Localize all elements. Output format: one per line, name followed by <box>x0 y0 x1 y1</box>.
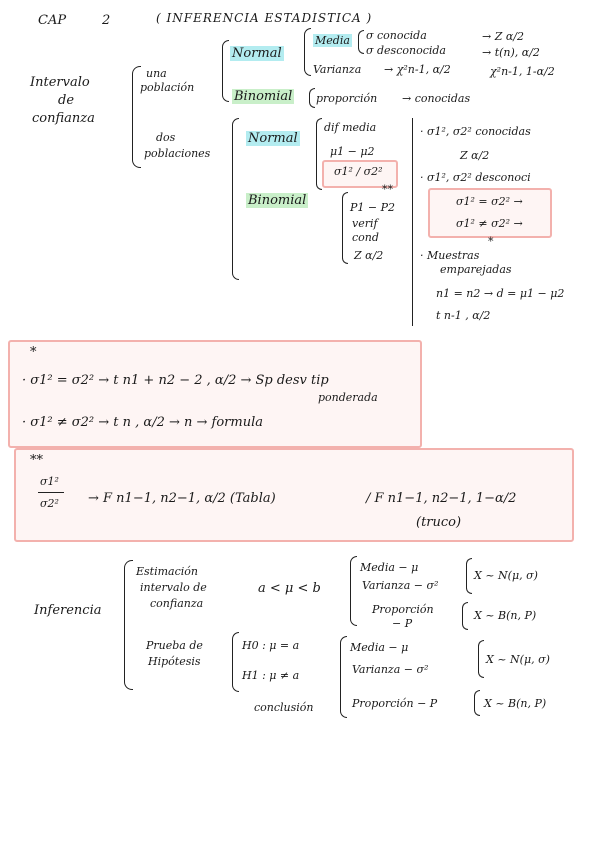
una-label-1: una <box>146 67 167 80</box>
intervalo-label-1: Intervalo <box>30 75 90 90</box>
binomial2-brace <box>342 192 348 264</box>
conocidas-z: Z α/2 <box>460 149 490 162</box>
normal-brace <box>304 28 311 76</box>
note2-line-2: / F n1−1, n2−1, 1−α/2 <box>366 491 517 506</box>
varianza-label: Varianza <box>313 63 362 76</box>
intervalo-label-2: de <box>58 93 75 108</box>
intervalo-label-3: confianza <box>32 111 95 126</box>
estim-dist-normal: X ~ N(μ, σ) <box>474 569 538 582</box>
note1-line-2: · σ1² ≠ σ2² → t n , α/2 → n → formula <box>22 415 263 430</box>
dos-brace <box>232 118 239 280</box>
prueba-proporcion: Proporción − P <box>352 697 438 710</box>
inferencia-label: Inferencia <box>34 603 102 618</box>
prueba-label-1: Prueba de <box>146 639 203 652</box>
prueba-dist-normal: X ~ N(μ, σ) <box>486 653 550 666</box>
normal-label: Normal <box>232 46 282 61</box>
hypothesis-brace <box>232 632 239 692</box>
prueba-label-2: Hipótesis <box>148 655 201 668</box>
estim-dist2-brace <box>462 602 468 630</box>
una-brace <box>222 40 229 102</box>
media-brace <box>358 30 364 54</box>
equal-variance-case: σ1² = σ2² → <box>456 195 523 208</box>
sigma-conocida-result: → Z α/2 <box>482 30 524 43</box>
muestras-label-1: · Muestras <box>420 249 480 262</box>
note2-frac-top: σ1² <box>40 475 59 488</box>
varianza-result-2: χ²n-1, 1-α/2 <box>490 65 555 78</box>
mu-diff-label: μ1 − μ2 <box>330 145 375 158</box>
note2-line-1: → F n1−1, n2−1, α/2 (Tabla) <box>88 491 276 506</box>
prueba-dist2-brace <box>474 690 480 716</box>
estim-interval: a < μ < b <box>258 581 321 596</box>
inferencia-brace <box>124 560 133 690</box>
note2-frac-bot: σ2² <box>40 497 59 510</box>
estim-label-2: intervalo de <box>140 581 207 594</box>
unequal-variance-case: σ1² ≠ σ2² → <box>456 217 523 230</box>
varianza-result-1: → χ²n-1, α/2 <box>384 63 451 76</box>
proporcion-result: → conocidas <box>402 92 471 105</box>
binomial-label: Binomial <box>234 89 293 104</box>
paired-t: t n-1 , α/2 <box>436 309 491 322</box>
estim-brace <box>350 556 357 626</box>
prueba-dist-brace <box>478 640 484 678</box>
p-diff-label: P1 − P2 <box>350 201 396 214</box>
dos-label-1: dos <box>156 131 176 144</box>
dos-label-2: poblaciones <box>144 147 211 160</box>
dif-media-label: dif media <box>324 121 377 134</box>
sigma-desconocida-result: → t(n), α/2 <box>482 46 540 59</box>
normal2-label: Normal <box>248 131 298 146</box>
chapter-label: CAP <box>38 13 67 28</box>
note2-stars: ** <box>30 453 43 468</box>
desconocidas-case: · σ1², σ2² desconoci <box>420 171 531 184</box>
conocidas-case: · σ1², σ2² conocidas <box>420 125 531 138</box>
estim-dist-binom: X ~ B(n, P) <box>474 609 537 622</box>
estim-media: Media − μ <box>360 561 419 574</box>
h0-label: H0 : μ = a <box>242 639 300 652</box>
prueba-brace <box>340 636 347 718</box>
verif-label-1: verif <box>352 217 378 230</box>
una-label-2: población <box>140 81 195 94</box>
chapter-number: 2 <box>102 13 111 28</box>
sigma-desconocida: σ desconocida <box>366 44 446 57</box>
estim-varianza: Varianza − σ² <box>362 579 439 592</box>
sigma-ratio-label: σ1² / σ2² <box>334 165 383 178</box>
media-label: Media <box>315 34 350 47</box>
chapter-title: ( INFERENCIA ESTADISTICA ) <box>156 11 373 25</box>
binomial2-z: Z α/2 <box>354 249 384 262</box>
note1-line-1: · σ1² = σ2² → t n1 + n2 − 2 , α/2 → Sp desv tip <box>22 373 329 388</box>
prueba-media: Media − μ <box>350 641 409 654</box>
note2-truco: (truco) <box>416 515 462 530</box>
estim-proporcion-1: Proporción <box>372 603 434 616</box>
estim-dist-brace <box>466 558 472 594</box>
note1-star: * <box>30 345 37 360</box>
estim-label-1: Estimación <box>136 565 198 578</box>
binomial-brace <box>309 88 315 108</box>
estim-label-3: confianza <box>150 597 204 610</box>
star-mark: * <box>488 235 494 248</box>
muestras-label-2: emparejadas <box>440 263 512 276</box>
prueba-dist-binom: X ~ B(n, P) <box>484 697 547 710</box>
conclusion-label: conclusión <box>254 701 314 714</box>
prueba-varianza: Varianza − σ² <box>352 663 429 676</box>
verif-label-2: cond <box>352 231 379 244</box>
sigma-conocida: σ conocida <box>366 29 427 42</box>
binomial2-label: Binomial <box>248 193 307 208</box>
estim-proporcion-2: − P <box>392 617 413 630</box>
h1-label: H1 : μ ≠ a <box>242 669 300 682</box>
cases-line <box>412 118 413 326</box>
note1-line-1b: ponderada <box>318 391 378 404</box>
note2-frac-line <box>38 492 64 493</box>
paired-difference: n1 = n2 → d = μ1 − μ2 <box>436 287 565 300</box>
proporcion-label: proporción <box>316 92 378 105</box>
double-star-mark: ** <box>382 183 393 196</box>
